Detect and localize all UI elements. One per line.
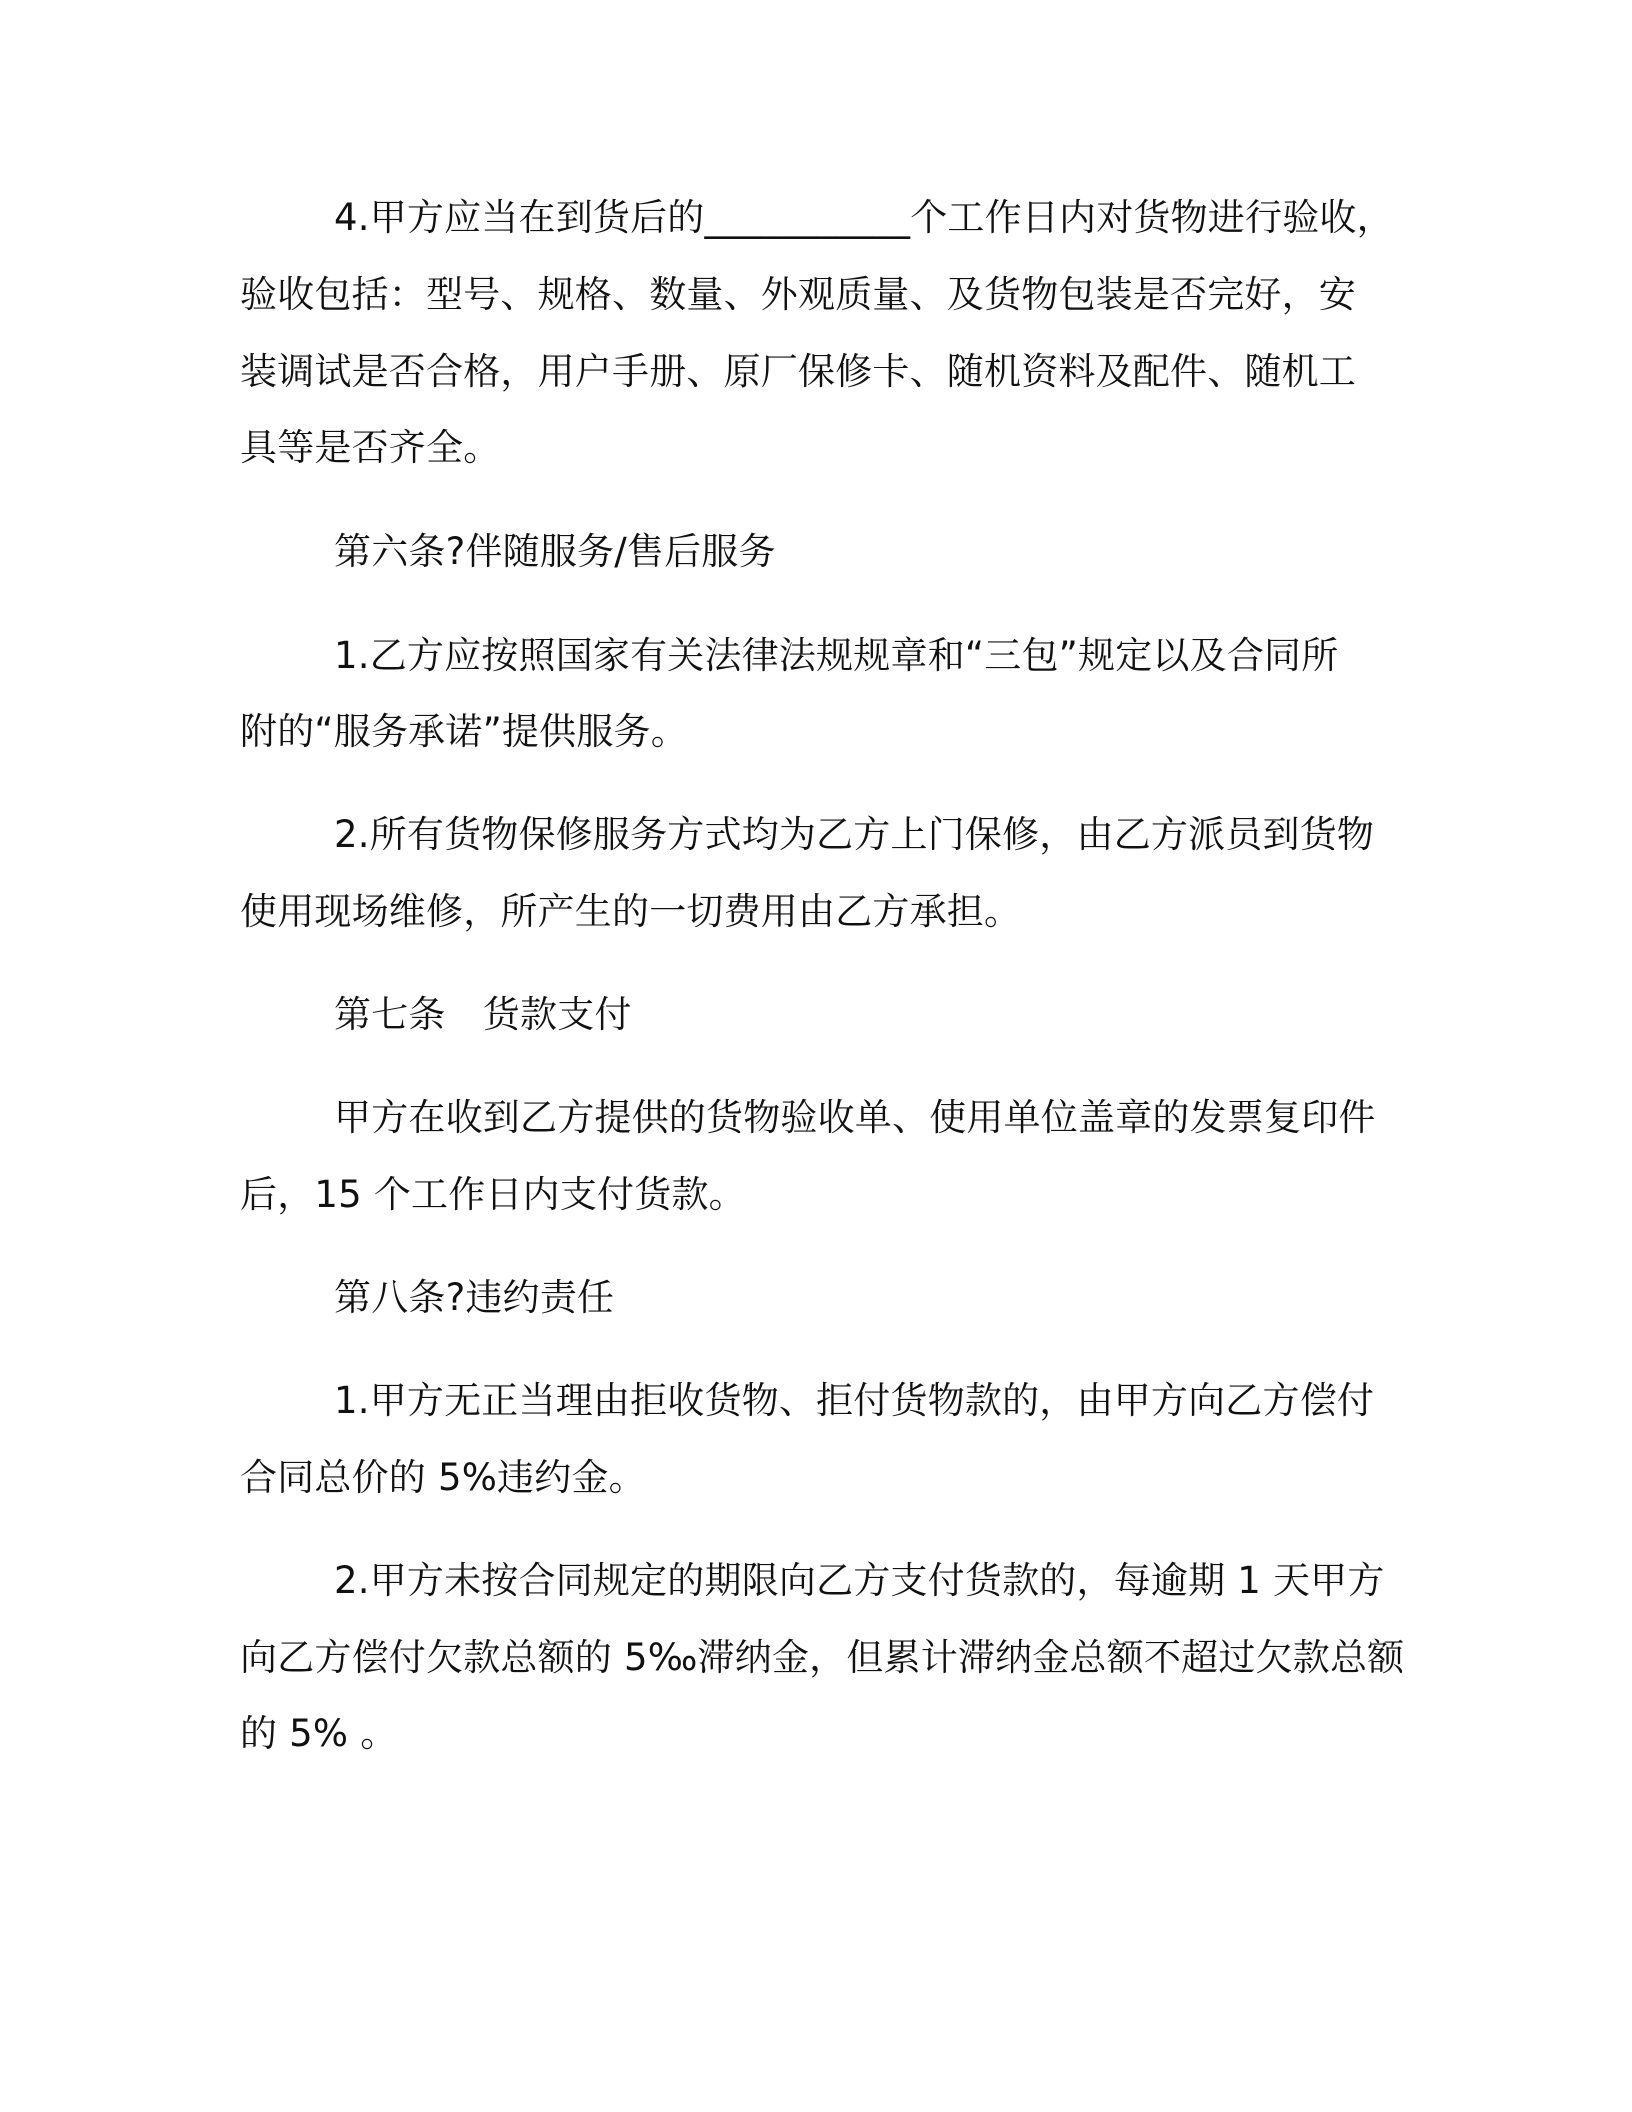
liability-clause-2-line-1: 2.甲方未按合同规定的期限向乙方支付货款的，每逾期 1 天甲方 bbox=[334, 1559, 1385, 1602]
liability-clause-1-line-2: 合同总价的 5%违约金。 bbox=[240, 1456, 646, 1499]
liability-clause-1-line-1: 1.甲方无正当理由拒收货物、拒付货物款的，由甲方向乙方偿付 bbox=[334, 1379, 1375, 1422]
liability-clause-2-line-2: 向乙方偿付欠款总额的 5‰滞纳金，但累计滞纳金总额不超过欠款总额 bbox=[240, 1636, 1405, 1679]
service-clause-2-line-2: 使用现场维修，所产生的一切费用由乙方承担。 bbox=[240, 890, 1022, 933]
acceptance-clause-line-4: 具等是否齐全。 bbox=[240, 426, 501, 469]
acceptance-clause-line-3: 装调试是否合格，用户手册、原厂保修卡、随机资料及配件、随机工 bbox=[240, 350, 1356, 393]
article-eight-heading: 第八条?违约责任 bbox=[334, 1276, 615, 1319]
liability-clause-2-line-3: 的 5% 。 bbox=[240, 1712, 398, 1755]
service-clause-1-line-2: 附的“服务承诺”提供服务。 bbox=[240, 710, 688, 753]
service-clause-1-line-1: 1.乙方应按照国家有关法律法规规章和“三包”规定以及合同所 bbox=[334, 634, 1339, 677]
payment-clause-line-1: 甲方在收到乙方提供的货物验收单、使用单位盖章的发票复印件 bbox=[334, 1096, 1376, 1139]
article-seven-heading: 第七条 货款支付 bbox=[334, 993, 632, 1036]
acceptance-clause-line-1: 4.甲方应当在到货后的___________个工作日内对货物进行验收， bbox=[334, 196, 1394, 239]
payment-clause-line-2: 后，15 个工作日内支付货款。 bbox=[240, 1173, 746, 1216]
service-clause-2-line-1: 2.所有货物保修服务方式均为乙方上门保修，由乙方派员到货物 bbox=[334, 813, 1375, 856]
article-six-heading: 第六条?伴随服务/售后服务 bbox=[334, 530, 776, 573]
acceptance-clause-line-2: 验收包括：型号、规格、数量、外观质量、及货物包装是否完好，安 bbox=[240, 273, 1356, 316]
